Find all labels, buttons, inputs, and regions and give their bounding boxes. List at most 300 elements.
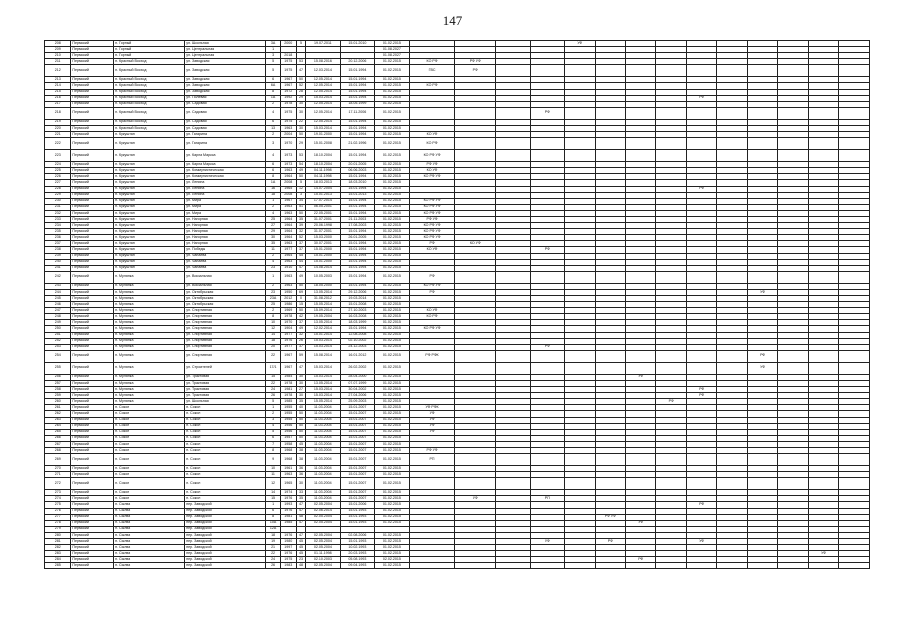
build-year-cell: 1963 <box>280 271 296 283</box>
date-registration-cell: 15.01.2007 <box>340 454 375 466</box>
works-cell: РФ <box>626 557 656 563</box>
date-registration-cell: 18.03.1999 <box>340 320 375 326</box>
works-cell: УФ <box>409 417 455 423</box>
date-survey-cell: 15.01.2000 <box>306 259 341 265</box>
district-cell: Пермский <box>71 259 114 265</box>
works-cell <box>565 350 595 362</box>
apartments-cell: 37 <box>296 320 305 326</box>
house-number-cell: 1 <box>266 405 280 411</box>
row-number-cell: 230 <box>45 198 71 204</box>
date-registration-cell: 15.01.1994 <box>340 89 375 95</box>
row-number-cell: 283 <box>45 551 71 557</box>
settlement-cell: п. Сокол <box>114 478 185 490</box>
date-plan-cell: 01.02.2015 <box>375 180 410 186</box>
date-survey-cell: 15.01.2000 <box>306 253 341 259</box>
date-plan-cell: 01.02.2015 <box>375 472 410 478</box>
apartments-cell: 32 <box>296 332 305 338</box>
row-number-cell: 246 <box>45 302 71 308</box>
settlement-cell: п. Сылва <box>114 557 185 563</box>
house-number-cell: 27 <box>266 223 280 229</box>
row-number-cell: 252 <box>45 338 71 344</box>
works-cell <box>656 350 686 362</box>
build-year-cell: 1986 <box>280 302 296 308</box>
works-cell: РФ <box>409 241 455 247</box>
house-number-cell: 18 <box>266 532 280 538</box>
settlement-cell: п. Кукуштан <box>114 150 185 162</box>
date-survey-cell: 15.03.2014 <box>306 125 341 131</box>
date-plan-cell: 01.02.2015 <box>375 545 410 551</box>
date-plan-cell: 01.02.2015 <box>375 326 410 332</box>
apartments-cell: 50 <box>296 283 305 289</box>
date-plan-cell: 01.02.2015 <box>375 429 410 435</box>
date-survey-cell: 11.03.2004 <box>306 429 341 435</box>
date-registration-cell: 15.01.1994 <box>340 150 375 162</box>
settlement-cell: п. Красный Восход <box>114 59 185 65</box>
row-number-cell: 278 <box>45 520 71 526</box>
apartments-cell: 51 <box>296 204 305 210</box>
district-cell: Пермский <box>71 308 114 314</box>
register-table-container <box>44 40 870 569</box>
works-cell <box>778 478 808 490</box>
apartments-cell: 50 <box>296 411 305 417</box>
works-cell <box>747 563 777 569</box>
works-cell: РФ <box>595 539 625 545</box>
date-plan-cell: 01.02.2015 <box>375 374 410 380</box>
works-cell: РФ УФ <box>409 162 455 168</box>
works-cell <box>455 150 496 162</box>
build-year-cell: 1977 <box>280 247 296 253</box>
register-table <box>44 40 870 569</box>
build-year-cell: 2000 <box>280 41 296 47</box>
house-number-cell: 3 <box>266 138 280 150</box>
district-cell: Пермский <box>71 174 114 180</box>
works-cell: КО РФ УФ <box>409 283 455 289</box>
works-cell <box>565 138 595 150</box>
street-cell: ул. Трактовая <box>185 374 266 380</box>
works-cell: РФ РФК <box>409 350 455 362</box>
works-cell: УФ <box>747 289 777 295</box>
house-number-cell: 23А <box>266 296 280 302</box>
settlement-cell: п. Сокол <box>114 447 185 453</box>
apartments-cell: 5 <box>296 41 305 47</box>
house-number-cell: 3А <box>266 41 280 47</box>
row-number-cell: 226 <box>45 174 71 180</box>
row-number-cell: 280 <box>45 532 71 538</box>
date-survey-cell: 11.03.2004 <box>306 447 341 453</box>
date-plan-cell: 01.02.2015 <box>375 125 410 131</box>
works-cell <box>565 563 595 569</box>
street-cell: п. Сокол <box>185 496 266 502</box>
row-number-cell: 247 <box>45 308 71 314</box>
date-survey-cell: 12.05.2014 <box>306 107 341 119</box>
row-number-cell: 210 <box>45 53 71 59</box>
settlement-cell: п. Сокол <box>114 472 185 478</box>
house-number-cell: 8 <box>266 447 280 453</box>
date-survey-cell: 15.05.2014 <box>306 302 341 308</box>
apartments-cell: 32 <box>296 229 305 235</box>
date-registration-cell: 16.01.2012 <box>340 350 375 362</box>
date-plan-cell: 01.02.2015 <box>375 508 410 514</box>
apartments-cell: 44 <box>296 259 305 265</box>
date-survey-cell: 15.03.2000 <box>306 235 341 241</box>
build-year-cell: 1970 <box>280 138 296 150</box>
build-year-cell: 1963 <box>280 210 296 216</box>
house-number-cell: 6 <box>266 168 280 174</box>
row-number-cell: 284 <box>45 557 71 563</box>
district-cell: Пермский <box>71 77 114 83</box>
date-registration-cell: 26.02.2002 <box>340 362 375 374</box>
settlement-cell: п. Красный Восход <box>114 83 185 89</box>
works-cell <box>595 478 625 490</box>
works-cell <box>455 362 496 374</box>
settlement-cell: п. Горный <box>114 53 185 59</box>
district-cell: Пермский <box>71 41 114 47</box>
works-cell: КО РФ <box>409 83 455 89</box>
date-survey-cell: 02.05.2004 <box>306 563 341 569</box>
district-cell: Пермский <box>71 168 114 174</box>
works-cell <box>409 478 455 490</box>
apartments-cell: 12 <box>296 186 305 192</box>
date-survey-cell: 02.05.2004 <box>306 502 341 508</box>
row-number-cell: 272 <box>45 478 71 490</box>
house-number-cell: 4 <box>266 150 280 162</box>
date-registration-cell: 15.01.1994 <box>340 198 375 204</box>
works-cell <box>656 454 686 466</box>
works-cell <box>595 362 625 374</box>
date-survey-cell: 31.08.2012 <box>306 296 341 302</box>
house-number-cell: 14 <box>266 490 280 496</box>
row-number-cell: 232 <box>45 210 71 216</box>
street-cell: п. Сокол <box>185 478 266 490</box>
table-row <box>45 563 870 569</box>
works-cell <box>409 563 455 569</box>
date-registration-cell: 15.01.1994 <box>340 283 375 289</box>
date-survey-cell: 02.05.2004 <box>306 520 341 526</box>
row-number-cell: 228 <box>45 186 71 192</box>
date-plan-cell: 01.02.2015 <box>375 539 410 545</box>
house-number-cell: 6 <box>266 119 280 125</box>
works-cell <box>409 362 455 374</box>
settlement-cell: п. Сокол <box>114 405 185 411</box>
date-survey-cell: 11.03.2004 <box>306 490 341 496</box>
build-year-cell: 1975 <box>280 59 296 65</box>
date-registration-cell: 19.03.2014 <box>340 296 375 302</box>
apartments-cell: 5 <box>296 180 305 186</box>
row-number-cell: 248 <box>45 314 71 320</box>
row-number-cell: 241 <box>45 265 71 271</box>
date-registration-cell: 29.12.2006 <box>340 289 375 295</box>
works-cell <box>717 150 747 162</box>
build-year-cell: 1963 <box>280 259 296 265</box>
street-cell: ул. Нагорная <box>185 235 266 241</box>
row-number-cell: 211 <box>45 59 71 65</box>
row-number-cell: 266 <box>45 435 71 441</box>
date-plan-cell: 01.02.2015 <box>375 162 410 168</box>
street-cell: ул. Вокзальная <box>185 283 266 289</box>
house-number-cell: 2 <box>266 132 280 138</box>
row-number-cell: 212 <box>45 65 71 77</box>
date-survey-cell: 11.03.2004 <box>306 472 341 478</box>
works-cell <box>626 150 656 162</box>
apartments-cell: 36 <box>296 466 305 472</box>
district-cell: Пермский <box>71 198 114 204</box>
date-survey-cell: 15.03.2014 <box>306 387 341 393</box>
works-cell <box>686 150 716 162</box>
district-cell: Пермский <box>71 235 114 241</box>
works-cell: УФ <box>409 423 455 429</box>
build-year-cell: 1963 <box>280 204 296 210</box>
works-cell <box>839 107 870 119</box>
build-year-cell: 2008 <box>280 180 296 186</box>
street-cell: ул. Спортивная <box>185 350 266 362</box>
street-cell: ул. Трактовая <box>185 393 266 399</box>
house-number-cell: 4 <box>266 210 280 216</box>
district-cell: Пермский <box>71 320 114 326</box>
house-number-cell: 1 <box>266 198 280 204</box>
settlement-cell: п. Сокол <box>114 441 185 447</box>
row-number-cell: 254 <box>45 350 71 362</box>
district-cell: Пермский <box>71 65 114 77</box>
house-number-cell: 22 <box>266 551 280 557</box>
house-number-cell: 6 <box>266 162 280 168</box>
works-cell <box>656 362 686 374</box>
settlement-cell: п. Сылва <box>114 532 185 538</box>
street-cell: ул. Октябрьская <box>185 289 266 295</box>
district-cell: Пермский <box>71 229 114 235</box>
row-number-cell: 269 <box>45 454 71 466</box>
apartments-cell: 50 <box>296 77 305 83</box>
district-cell: Пермский <box>71 490 114 496</box>
date-registration-cell: 15.01.1994 <box>340 125 375 131</box>
build-year-cell: 1976 <box>280 532 296 538</box>
build-year-cell: 1910 <box>280 265 296 271</box>
street-cell: ул. Спортивная <box>185 326 266 332</box>
works-cell <box>496 150 531 162</box>
house-number-cell: 11 <box>266 247 280 253</box>
date-registration-cell: 17.08.2003 <box>340 223 375 229</box>
build-year-cell: 1973 <box>280 150 296 162</box>
date-plan-cell: 01.02.2015 <box>375 107 410 119</box>
build-year-cell: 1955 <box>280 411 296 417</box>
table-row <box>45 271 870 283</box>
row-number-cell: 229 <box>45 192 71 198</box>
date-registration-cell: 15.01.1994 <box>340 326 375 332</box>
date-registration-cell: 09.04.1993 <box>340 563 375 569</box>
settlement-cell: п. Мулянка <box>114 271 185 283</box>
date-survey-cell: 15.01.2013 <box>306 192 341 198</box>
settlement-cell: п. Сокол <box>114 429 185 435</box>
works-cell <box>717 350 747 362</box>
date-survey-cell: 11.03.2004 <box>306 441 341 447</box>
date-registration-cell: 05.08.1993 <box>340 557 375 563</box>
date-plan-cell: 01.02.2015 <box>375 59 410 65</box>
date-registration-cell: 21.11.2003 <box>340 216 375 222</box>
works-cell: КО РФ УФ <box>409 210 455 216</box>
apartments-cell: 47 <box>296 265 305 271</box>
date-registration-cell: 15.01.2007 <box>340 429 375 435</box>
works-cell <box>778 107 808 119</box>
date-survey-cell: 15.01.2000 <box>306 247 341 253</box>
works-cell <box>808 107 838 119</box>
district-cell: Пермский <box>71 387 114 393</box>
district-cell: Пермский <box>71 204 114 210</box>
build-year-cell: 1967 <box>280 83 296 89</box>
build-year-cell: 1976 <box>280 338 296 344</box>
works-cell: КО РФ <box>409 314 455 320</box>
works-cell <box>839 271 870 283</box>
settlement-cell: п. Кукуштан <box>114 223 185 229</box>
build-year-cell: 1970 <box>280 320 296 326</box>
apartments-cell: 36 <box>296 472 305 478</box>
street-cell: ул. Мира <box>185 204 266 210</box>
settlement-cell: п. Красный Восход <box>114 107 185 119</box>
settlement-cell: п. Сокол <box>114 496 185 502</box>
district-cell: Пермский <box>71 441 114 447</box>
works-cell <box>717 107 747 119</box>
row-number-cell: 251 <box>45 332 71 338</box>
works-cell: ГВС <box>409 65 455 77</box>
build-year-cell: 1957 <box>280 435 296 441</box>
build-year-cell: 1963 <box>280 283 296 289</box>
district-cell: Пермский <box>71 411 114 417</box>
settlement-cell: п. Мулянка <box>114 387 185 393</box>
works-cell <box>496 138 531 150</box>
date-plan-cell: 01.02.2015 <box>375 77 410 83</box>
apartments-cell: 47 <box>296 508 305 514</box>
district-cell: Пермский <box>71 247 114 253</box>
apartments-cell: 47 <box>296 532 305 538</box>
works-cell: КО УФ <box>409 168 455 174</box>
district-cell: Пермский <box>71 514 114 520</box>
build-year-cell: 1964 <box>280 229 296 235</box>
date-registration-cell: 15.01.2007 <box>340 490 375 496</box>
district-cell: Пермский <box>71 508 114 514</box>
street-cell: ул. Октябрьская <box>185 296 266 302</box>
works-cell <box>778 271 808 283</box>
street-cell: п. Сокол <box>185 429 266 435</box>
date-registration-cell: 06.06.2003 <box>340 168 375 174</box>
settlement-cell: п. Красный Восход <box>114 119 185 125</box>
works-cell <box>565 107 595 119</box>
settlement-cell: п. Сылва <box>114 539 185 545</box>
date-plan-cell: 01.02.2015 <box>375 247 410 253</box>
house-number-cell: 2 <box>266 283 280 289</box>
row-number-cell: 225 <box>45 168 71 174</box>
house-number-cell: 15 <box>266 374 280 380</box>
apartments-cell: 23 <box>296 557 305 563</box>
row-number-cell: 267 <box>45 441 71 447</box>
works-cell <box>747 478 777 490</box>
works-cell <box>778 350 808 362</box>
build-year-cell: 1968 <box>280 447 296 453</box>
apartments-cell: 48 <box>296 563 305 569</box>
settlement-cell: п. Мулянка <box>114 289 185 295</box>
date-survey-cell: 14.08.2014 <box>306 265 341 271</box>
date-registration-cell: 27.04.2006 <box>340 393 375 399</box>
street-cell: пер. Заводской <box>185 502 266 508</box>
row-number-cell: 273 <box>45 490 71 496</box>
works-cell <box>626 478 656 490</box>
works-cell <box>496 107 531 119</box>
date-plan-cell: 01.02.2015 <box>375 296 410 302</box>
works-cell <box>839 454 870 466</box>
date-plan-cell: 01.02.2015 <box>375 454 410 466</box>
build-year-cell: 1984 <box>280 374 296 380</box>
build-year-cell: 1958 <box>280 441 296 447</box>
date-survey-cell: 12.05.2014 <box>306 101 341 107</box>
works-cell <box>595 138 625 150</box>
build-year-cell: 1993 <box>280 502 296 508</box>
date-plan-cell: 01.02.2015 <box>375 320 410 326</box>
settlement-cell: п. Мулянка <box>114 308 185 314</box>
street-cell: ул. Коммунистическая <box>185 174 266 180</box>
house-number-cell: 30 <box>266 235 280 241</box>
settlement-cell: п. Мулянка <box>114 362 185 374</box>
district-cell: Пермский <box>71 271 114 283</box>
settlement-cell: п. Кукуштан <box>114 253 185 259</box>
district-cell: Пермский <box>71 265 114 271</box>
apartments-cell: 34 <box>296 198 305 204</box>
build-year-cell: 1963 <box>280 241 296 247</box>
works-cell <box>530 138 565 150</box>
build-year-cell: 1955 <box>280 405 296 411</box>
row-number-cell: 222 <box>45 138 71 150</box>
settlement-cell: п. Мулянка <box>114 344 185 350</box>
table-row <box>45 150 870 162</box>
street-cell: пер. Заводской <box>185 545 266 551</box>
date-plan-cell: 01.02.2015 <box>375 271 410 283</box>
date-survey-cell: 01.11.1998 <box>306 551 341 557</box>
house-number-cell: 3 <box>266 417 280 423</box>
district-cell: Пермский <box>71 545 114 551</box>
works-cell <box>686 362 716 374</box>
build-year-cell: 1977 <box>280 344 296 350</box>
district-cell: Пермский <box>71 344 114 350</box>
date-registration-cell: 18.03.2010 <box>340 180 375 186</box>
district-cell: Пермский <box>71 186 114 192</box>
row-number-cell: 271 <box>45 472 71 478</box>
street-cell: п. Сокол <box>185 411 266 417</box>
district-cell: Пермский <box>71 393 114 399</box>
apartments-cell: 45 <box>296 551 305 557</box>
works-cell: РФ <box>455 65 496 77</box>
works-cell <box>656 478 686 490</box>
build-year-cell: 1978 <box>280 314 296 320</box>
settlement-cell: п. Мулянка <box>114 320 185 326</box>
apartments-cell: 26 <box>296 338 305 344</box>
works-cell <box>686 563 716 569</box>
street-cell: ул. Ленина <box>185 180 266 186</box>
works-cell <box>717 65 747 77</box>
date-registration-cell: 24.12.2003 <box>340 344 375 350</box>
works-cell <box>656 138 686 150</box>
district-cell: Пермский <box>71 338 114 344</box>
district-cell: Пермский <box>71 296 114 302</box>
row-number-cell: 250 <box>45 326 71 332</box>
works-cell: РФ <box>686 387 716 393</box>
date-plan-cell: 01.02.2015 <box>375 466 410 472</box>
build-year-cell: 1981 <box>280 514 296 520</box>
district-cell: Пермский <box>71 95 114 101</box>
date-survey-cell: 11.03.2004 <box>306 478 341 490</box>
works-cell: УФ <box>455 496 496 502</box>
build-year-cell: 1978 <box>280 380 296 386</box>
row-number-cell: 260 <box>45 399 71 405</box>
district-cell: Пермский <box>71 83 114 89</box>
house-number-cell: 25 <box>266 216 280 222</box>
house-number-cell: 4 <box>266 259 280 265</box>
street-cell: ул. Центральная <box>185 53 266 59</box>
